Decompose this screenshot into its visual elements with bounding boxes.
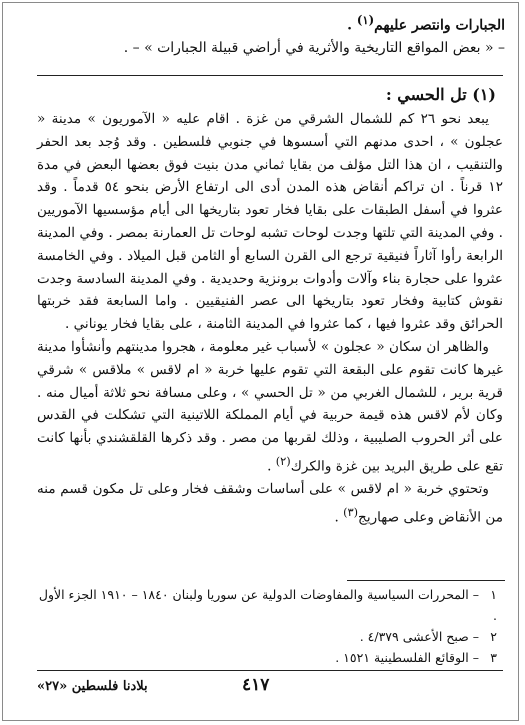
section-body [37, 108, 503, 529]
header-line-1: الجبارات وانتصر عليهم$^{(١)}$ . [347, 13, 505, 34]
footnotes [37, 584, 503, 668]
footnote-number: ١ [490, 587, 497, 602]
header-rule [37, 75, 503, 76]
paragraph-2: والظاهر ان سكان « عجلون » لأسباب غير معلومة ، هجروا مدينتهم وأنشأوا مدينة غيرها كانت تقوم على البقعة التي تقوم عليها خربة « ام لاقس » ملاقس » شرقي قرية برير ، للشمال الغربي من « تل الحسي » ، وعلى مسافة نحو ثلاثة أميال منه . وكان لأم لاقس هذه قيمة حربية في أيام المملكة اللاتينية التي تشكلت في القدس على أثر الحروب الصليبية ، وذلك لقربها من مصر . وقد ذكرها القلقشندي بأنها كانت تقع على طريق البريد بين غزة والكرك$^{(٢)}$ . [37, 338, 503, 475]
page-footer [37, 675, 503, 705]
footnote-rule [347, 580, 505, 581]
footnote-1 [37, 584, 503, 626]
footnote-2 [37, 626, 503, 647]
footnote-number: ٢ [490, 629, 497, 644]
paragraph-3: وتحتوي خربة « ام لاقس » على أساسات وشقف فخار وعلى تل مكون قسم منه من الأنقاض وعلى صهاريج$^{(٣)}$ . [37, 481, 503, 526]
header-lines [33, 9, 505, 59]
footnote-3 [37, 647, 503, 668]
footnote-text: – المحررات السياسية والمفاوضات الدولية عن سوريا ولبنان ١٨٤٠ – ١٩١٠ الجزء الأول . [38, 587, 497, 623]
running-title: بلادنا فلسطين «٢٧» [37, 679, 148, 694]
footer-rule [37, 670, 503, 671]
page-frame [2, 2, 519, 721]
paragraph-1: يبعد نحو ٢٦ كم للشمال الشرقي من غزة . اقام عليه « الآموريون » مدينة « عجلون » ، احدى مدنهم التي أسسوها في جنوبي فلسطين . وقد وُجد بعد الحفر والتنقيب ، ان هذا التل مؤلف من بقايا ثماني مدن بنيت فوق بعضها البعض في مدة ١٢ قرناً . ان تراكم أنقاض هذه المدن أدى الى ارتفاع الأرض بنحو ٥٤ قدماً . وقد عثروا في أسفل الطبقات على بقايا فخار تعود بتاريخها الى أيام مؤسسيها الآموريين . وفي المدينة التي تلتها وجدت لوحات تشبه لوحات تل العمارنة بمصر . وفي المدينة الرابعة رأوا آثاراً فنيقية ترجع الى القرن السابع أو الثامن قبل الميلاد . وفي الخامسة عثروا على حجارة بناء وآلات وأدوات برونزية وحديدية . وفي المدينة السادسة وجدت نقوش كتابية وفخار تعود بتاريخها الى عصر الفنيقيين . واما السابعة فقد خربتها الحرائق وقد عثروا فيها ، كما عثروا في المدينة الثامنة ، على بقايا فخار يوناني . [37, 111, 503, 333]
footnote-text: – الوقائع الفلسطينية ١٥٢١ . [335, 650, 479, 665]
header-line-2: – « بعض المواقع التاريخية والأثرية في أراضي قبيلة الجبارات » – . [123, 39, 505, 56]
footnote-text: – صبح الأعشى ٤/٣٧٩ . [359, 629, 479, 644]
page-number: ٤١٧ [242, 675, 270, 695]
section-heading: (١) تل الحسي : [385, 85, 496, 104]
footnote-number: ٣ [490, 650, 497, 665]
